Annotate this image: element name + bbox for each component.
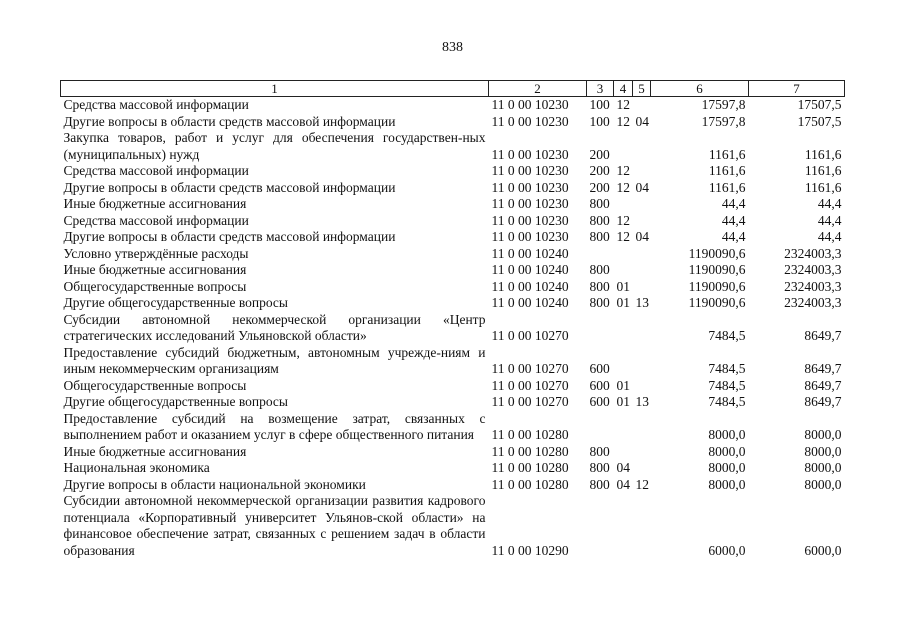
row-value-7: 44,4 [817,229,842,244]
row-code: 11 0 00 10230 [491,179,569,195]
row-code: 11 0 00 10230 [491,229,569,244]
row-col4: 12 [616,97,630,112]
header-row [61,81,845,97]
table-row [61,477,845,494]
row-name: Национальная экономика [63,460,210,475]
row-value-6: 7484,5 [708,361,746,376]
row-name: Субсидии автономной некоммерческой организации «Центр стратегических исследований Ульяновской области» [63,311,486,343]
row-col5 [633,130,651,163]
row-col3 [587,411,614,444]
row-col3: 200 [589,163,610,178]
row-value-6: 1190090,6 [688,262,746,277]
row-value-7: 2324003,3 [784,262,842,277]
table-row [61,163,845,180]
table-row [61,295,845,312]
row-name: Другие общегосударственные вопросы [63,394,288,409]
row-value-7: 2324003,3 [784,278,842,294]
row-value-6: 44,4 [721,196,746,211]
row-code: 11 0 00 10230 [491,113,569,129]
table-row [61,114,845,131]
row-col4: 01 [616,394,630,409]
row-col5 [633,163,651,180]
budget-table [60,80,845,559]
row-col4 [614,246,633,263]
row-code: 11 0 00 10280 [491,476,569,492]
row-col3 [587,312,614,345]
table-row [61,378,845,395]
row-col3: 600 [589,394,610,409]
row-col3: 800 [589,212,610,228]
row-value-6: 1161,6 [708,179,746,195]
table-row [61,345,845,378]
row-name: Закупка товаров, работ и услуг для обеспечения государствен-ных (муниципальных) нужд [63,130,486,162]
row-col5 [633,444,651,461]
row-code: 11 0 00 10240 [491,295,569,310]
row-value-7: 8649,7 [804,328,842,343]
row-value-6: 7484,5 [708,377,746,393]
row-code: 11 0 00 10290 [491,542,569,558]
row-col4: 12 [616,113,630,129]
row-col3: 600 [589,361,610,376]
row-value-6: 1161,6 [708,163,746,178]
row-col5 [633,411,651,444]
row-col3: 800 [589,262,610,277]
row-name: Средства массовой информации [63,163,249,178]
row-col4 [614,312,633,345]
row-col4: 01 [616,295,630,310]
row-code: 11 0 00 10280 [491,460,569,475]
row-code: 11 0 00 10230 [491,146,569,162]
column-header: 1 [61,81,489,97]
row-value-6: 1161,6 [708,146,746,162]
row-name: Общегосударственные вопросы [63,377,247,393]
row-col4: 12 [616,229,630,244]
row-value-6: 7484,5 [708,328,746,343]
row-name: Иные бюджетные ассигнования [63,262,247,277]
column-header: 7 [749,81,845,97]
row-name: Другие вопросы в области средств массовой информации [63,179,396,195]
row-col5 [633,97,651,114]
row-name: Другие общегосударственные вопросы [63,295,288,310]
row-value-6: 7484,5 [708,394,746,409]
table-row [61,180,845,197]
row-name: Другие вопросы в области национальной экономики [63,476,366,492]
row-code: 11 0 00 10270 [491,328,569,343]
row-col4: 12 [616,179,630,195]
row-value-6: 44,4 [721,229,746,244]
row-value-6: 1190090,6 [688,295,746,310]
row-value-7: 8649,7 [804,394,842,409]
table-row [61,411,845,444]
column-header: 2 [489,81,587,97]
table-row [61,196,845,213]
row-col5: 04 [635,179,649,195]
row-name: Другие вопросы в области средств массовой информации [63,113,396,129]
row-col3: 800 [589,295,610,310]
row-col3: 200 [589,146,610,162]
row-name: Предоставление субсидий бюджетным, автономным учрежде-ниям и иным некоммерческим организациям [63,344,486,376]
row-value-6: 8000,0 [708,427,746,442]
row-value-6: 6000,0 [708,542,746,558]
row-name: Предоставление субсидий на возмещение затрат, связанных с выполнением работ и оказанием услуг в сфере общественного питания [63,410,486,442]
row-col4 [614,493,633,559]
row-col4: 04 [616,476,630,492]
row-value-6: 17597,8 [701,97,746,112]
row-value-6: 17597,8 [701,113,746,129]
row-col5 [633,213,651,230]
row-code: 11 0 00 10230 [491,163,569,178]
row-value-7: 8000,0 [804,443,842,459]
table-row [61,262,845,279]
row-value-7: 8000,0 [804,460,842,475]
row-value-7: 6000,0 [804,542,842,558]
row-value-6: 8000,0 [708,460,746,475]
row-code: 11 0 00 10230 [491,196,569,211]
row-value-6: 8000,0 [708,476,746,492]
column-header: 4 [614,81,633,97]
table-row [61,246,845,263]
row-value-7: 8649,7 [804,377,842,393]
row-col3: 100 [589,113,610,129]
row-code: 11 0 00 10230 [491,97,569,112]
row-value-7: 17507,5 [797,97,842,112]
column-header: 5 [633,81,651,97]
row-col3: 200 [589,179,610,195]
row-value-7: 17507,5 [797,113,842,129]
row-code: 11 0 00 10270 [491,394,569,409]
row-value-7: 2324003,3 [784,295,842,310]
row-name: Субсидии автономной некоммерческой организации развития кадрового потенциала «Корпоративный университет Ульянов-ской области» на финансовое обеспечение затрат, связанных с решением задач в области образования [63,493,486,558]
row-value-6: 1190090,6 [688,245,746,261]
row-col3: 800 [589,460,610,475]
table-row [61,130,845,163]
row-col4 [614,411,633,444]
row-code: 11 0 00 10240 [491,262,569,277]
table-row [61,312,845,345]
row-col3: 800 [589,278,610,294]
row-code: 11 0 00 10270 [491,377,569,393]
row-col3 [587,246,614,263]
row-col3: 800 [589,476,610,492]
row-value-6: 44,4 [721,212,746,228]
row-name: Другие вопросы в области средств массовой информации [63,229,396,244]
table-row [61,229,845,246]
row-col5 [633,196,651,213]
row-col5: 04 [635,229,649,244]
row-value-7: 1161,6 [804,146,842,162]
row-value-6: 1190090,6 [688,278,746,294]
table-row [61,493,845,559]
row-value-7: 44,4 [817,212,842,228]
row-col5: 04 [635,113,649,129]
row-value-7: 8000,0 [804,427,842,442]
column-header: 6 [651,81,749,97]
row-col4: 12 [616,163,630,178]
row-value-7: 1161,6 [804,179,842,195]
row-name: Иные бюджетные ассигнования [63,196,247,211]
row-col4 [614,444,633,461]
row-code: 11 0 00 10230 [491,212,569,228]
table-row [61,213,845,230]
row-col4 [614,130,633,163]
row-col3: 800 [589,443,610,459]
row-col4 [614,262,633,279]
row-col5 [633,378,651,395]
row-col5 [633,279,651,296]
row-code: 11 0 00 10280 [491,443,569,459]
row-value-6: 8000,0 [708,443,746,459]
row-col5 [633,345,651,378]
row-col5 [633,246,651,263]
row-code: 11 0 00 10240 [491,278,569,294]
row-code: 11 0 00 10280 [491,427,569,442]
row-name: Условно утверждённые расходы [63,245,249,261]
row-name: Средства массовой информации [63,97,249,112]
row-col4: 04 [616,460,630,475]
row-code: 11 0 00 10270 [491,361,569,376]
row-value-7: 1161,6 [804,163,842,178]
row-col5 [633,262,651,279]
row-col3: 600 [589,377,610,393]
row-name: Общегосударственные вопросы [63,278,247,294]
row-col5 [633,312,651,345]
row-col4: 01 [616,278,630,294]
row-col5: 13 [635,295,649,310]
row-value-7: 44,4 [817,196,842,211]
row-name: Средства массовой информации [63,212,249,228]
table-row [61,460,845,477]
row-col4: 12 [616,212,630,228]
row-col5 [633,493,651,559]
row-value-7: 8000,0 [804,476,842,492]
page-number: 838 [442,40,463,55]
row-col4: 01 [616,377,630,393]
row-col3 [587,493,614,559]
row-col5 [633,460,651,477]
row-col3: 100 [589,97,610,112]
row-col4 [614,345,633,378]
table-row [61,279,845,296]
row-col4 [614,196,633,213]
row-col3: 800 [589,229,610,244]
column-header: 3 [587,81,614,97]
row-code: 11 0 00 10240 [491,245,569,261]
table-row [61,394,845,411]
row-name: Иные бюджетные ассигнования [63,443,247,459]
row-value-7: 8649,7 [804,361,842,376]
row-col3: 800 [589,196,610,211]
table-row [61,97,845,114]
row-col5: 13 [635,394,649,409]
table-row [61,444,845,461]
row-value-7: 2324003,3 [784,245,842,261]
row-col5: 12 [635,476,649,492]
